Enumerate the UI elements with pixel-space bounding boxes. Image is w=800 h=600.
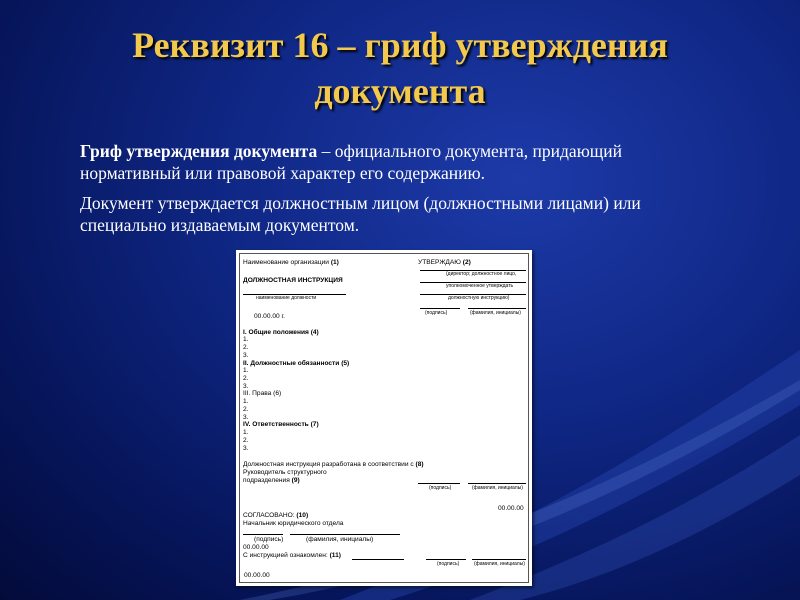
document-sample-page: [239, 253, 529, 583]
section-2-item-2: 2.: [243, 375, 249, 382]
slide-title-line-1: Реквизит 16 – гриф утверждения: [132, 25, 668, 65]
agreed-label: СОГЛАСОВАНО:: [243, 512, 295, 519]
developed-text: Должностная инструкция разработана в соответствии с: [243, 461, 414, 468]
position-name-label: наименование должности: [256, 295, 317, 301]
slide-body: [80, 140, 720, 244]
date-2: 00.00.00: [498, 505, 524, 512]
section-3-item-1: 1.: [243, 398, 249, 405]
signature-label-2: (подпись): [429, 485, 452, 491]
section-1-item-2: 2.: [243, 344, 249, 351]
definition-term: Гриф утверждения документа: [80, 141, 318, 161]
approve-sign-line: [420, 308, 460, 309]
definition-paragraph: [80, 140, 720, 184]
legal-fio-line: [290, 534, 400, 535]
date-4: 00.00.00: [244, 572, 270, 579]
acquainted-sign-line: [426, 559, 466, 560]
approve-num: (2): [462, 259, 471, 266]
acquainted-num: (11): [329, 552, 341, 559]
section-2-item-1: 1.: [243, 367, 249, 374]
developed-num: (8): [415, 461, 424, 468]
org-name-line: [243, 259, 339, 267]
section-1-title: I. Общие положения: [243, 329, 309, 336]
head-sign-line: [418, 483, 460, 484]
section-2-num: (5): [341, 360, 350, 367]
fio-label-4: (фамилия, инициалы): [474, 561, 525, 567]
signature-label-4: (подпись): [437, 561, 460, 567]
section-4-title: IV. Ответственность: [243, 421, 309, 428]
signature-label-3: (подпись): [254, 536, 284, 543]
section-2-heading: [243, 360, 349, 368]
section-2-item-3: 3.: [243, 383, 249, 390]
section-1-item-3: 3.: [243, 352, 249, 359]
document-sample: [236, 250, 532, 586]
acquainted-line: [243, 552, 341, 560]
org-num: (1): [330, 259, 339, 266]
section-1-heading: [243, 329, 319, 337]
section-4-heading: [243, 421, 319, 429]
legal-head: Начальник юридического отдела: [243, 520, 344, 527]
approve-fio-line: [468, 308, 526, 309]
approve-line: [418, 259, 471, 267]
doc-type: ДОЛЖНОСТНАЯ ИНСТРУКЦИЯ: [243, 277, 343, 284]
org-name: Наименование организации: [243, 259, 329, 266]
legal-sign-line: [243, 534, 283, 535]
fio-label-2: (фамилия, инициалы): [472, 485, 523, 491]
signature-label-1: (подпись): [425, 310, 448, 316]
approve-label: УТВЕРЖДАЮ: [418, 259, 461, 266]
head-line-2: [243, 477, 300, 485]
fio-label-1: (фамилия, инициалы): [470, 310, 521, 316]
acquainted-line-1: [352, 559, 404, 560]
section-4-item-1: 1.: [243, 429, 249, 436]
date-3: 00.00.00: [243, 544, 269, 551]
section-2-title: II. Должностные обязанности: [243, 360, 340, 367]
section-3-item-2: 2.: [243, 406, 249, 413]
section-4-item-2: 2.: [243, 437, 249, 444]
section-1-item-1: 1.: [243, 336, 249, 343]
date-1: 00.00.00 г.: [254, 313, 285, 320]
section-4-num: (7): [310, 421, 319, 428]
fio-label-3: (фамилия, инициалы): [306, 536, 374, 543]
head-line-2-text: подразделения: [243, 477, 290, 484]
authorized-note: уполномоченное утверждать: [446, 283, 514, 289]
section-4-item-3: 3.: [243, 445, 249, 452]
head-fio-line: [468, 483, 526, 484]
slide-title-line-2: документа: [314, 71, 486, 111]
slide-title: [0, 22, 800, 114]
approval-paragraph: Документ утверждается должностным лицом (должностными лицами) или специально издаваемым документом.: [80, 193, 641, 235]
section-3-item-3: 3.: [243, 414, 249, 421]
section-1-num: (4): [310, 329, 319, 336]
head-num: (9): [291, 477, 300, 484]
head-line-1: Руководитель структурного: [243, 469, 327, 476]
agreed-line: [243, 512, 308, 520]
director-note: (директор; должностное лицо,: [446, 271, 517, 277]
instr-note: должностную инструкцию): [448, 295, 510, 301]
developed-line: [243, 461, 424, 469]
definition-text: – официального документа, придающий нормативный или правовой характер его содержанию.: [80, 141, 622, 183]
acquainted-label: С инструкцией ознакомлен:: [243, 552, 328, 559]
section-3-heading: III. Права (6): [243, 390, 282, 397]
agreed-num: (10): [296, 512, 309, 519]
acquainted-fio-line: [472, 559, 526, 560]
